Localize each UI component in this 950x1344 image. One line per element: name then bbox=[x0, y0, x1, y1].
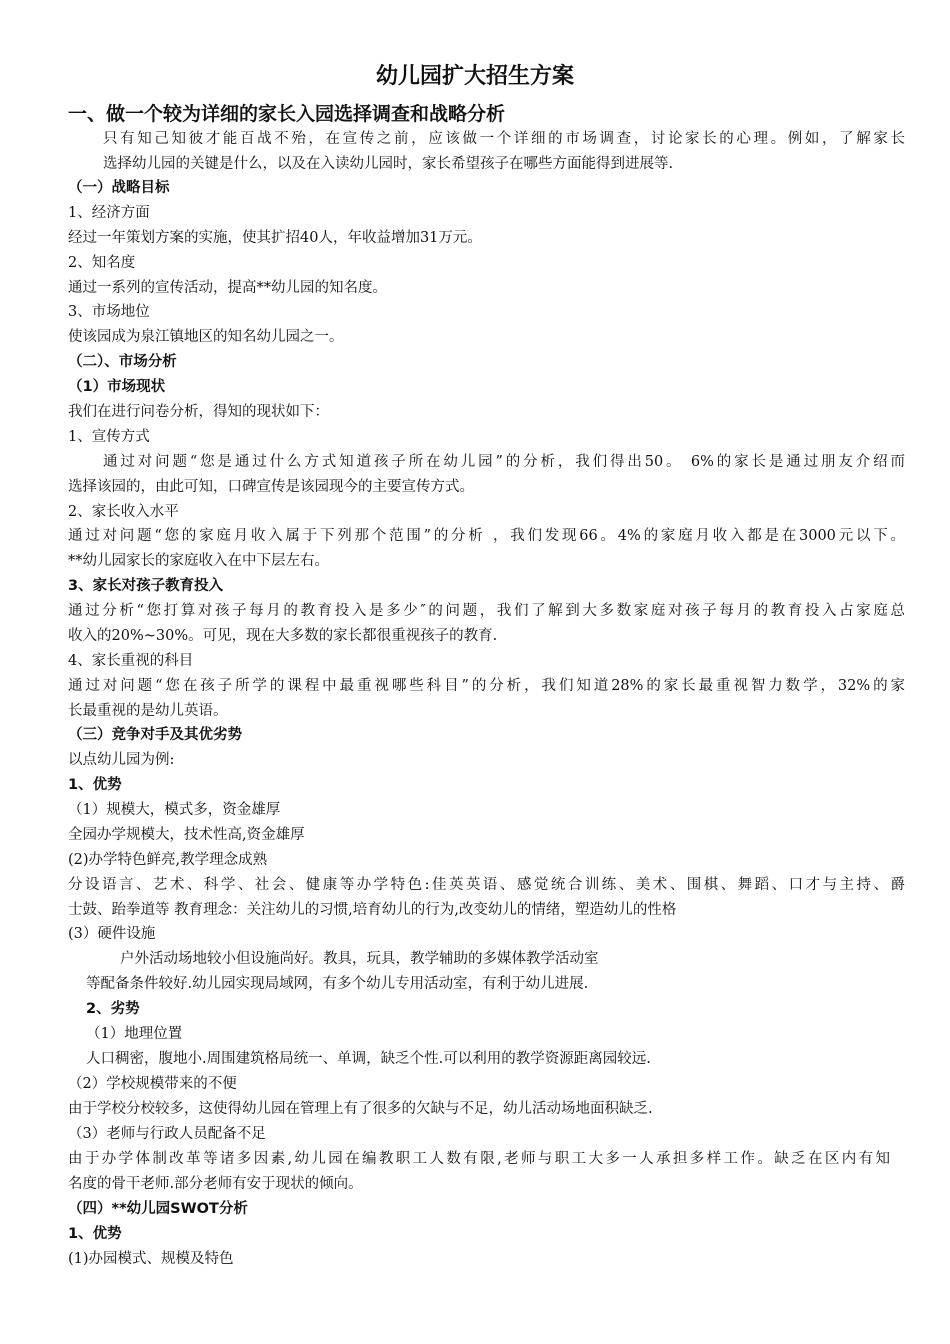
paragraph-line: 经过一年策划方案的实施，使其扩招40人，年收益增加31万元。 bbox=[68, 230, 482, 246]
item-heading: （1）规模大，模式多，资金雄厚 bbox=[68, 802, 281, 818]
item-heading: （3）老师与行政人员配备不足 bbox=[68, 1126, 266, 1142]
paragraph-line: 分设语言、艺术、科学、社会、健康等办学特色:佳英英语、感觉统合训练、美术、围棋、舞蹈、口才与主持、爵 bbox=[68, 877, 905, 893]
paragraph-line: 通过对问题“您是通过什么方式知道孩子所在幼儿园”的分析，我们得出50。 6%的家长是通过朋友介绍而 bbox=[103, 454, 905, 470]
paragraph-line: 通过分析“您打算对孩子每月的教育投入是多少″的问题，我们了解到大多数家庭对孩子每月的教育投入占家庭总 bbox=[68, 603, 905, 619]
document-title: 幼儿园扩大招生方案 bbox=[375, 64, 574, 89]
section-heading: 一、做一个较为详细的家长入园选择调查和战略分析 bbox=[68, 103, 506, 125]
paragraph-line: 士鼓、跆拳道等 教育理念：关注幼儿的习惯,培育幼儿的行为,改变幼儿的情绪，塑造幼儿的性格 bbox=[68, 902, 677, 918]
paragraph-line: 名度的骨干老师.部分老师有安于现状的倾向。 bbox=[68, 1176, 363, 1192]
item-heading: （1）地理位置 bbox=[86, 1026, 183, 1042]
item-heading: 2、知名度 bbox=[68, 255, 136, 271]
paragraph-line: 选择幼儿园的关键是什么，以及在入读幼儿园时，家长希望孩子在哪些方面能得到进展等. bbox=[103, 156, 674, 172]
paragraph-line: 通过对问题“您的家庭月收入属于下列那个范围”的分析 ，我们发现66。4%的家庭月收入都是在3000元以下。 bbox=[68, 528, 905, 544]
subsection-heading: （三）竞争对手及其优劣势 bbox=[68, 727, 242, 743]
item-heading: (3）硬件设施 bbox=[68, 926, 156, 942]
paragraph-line: 通过一系列的宣传活动，提高**幼儿园的知名度。 bbox=[68, 280, 387, 296]
paragraph-line: 户外活动场地较小但设施尚好。教具，玩具，教学辅助的多媒体教学活动室 bbox=[120, 951, 599, 967]
item-heading: 1、优势 bbox=[68, 777, 122, 793]
paragraph-line: 以点幼儿园为例: bbox=[68, 752, 175, 768]
paragraph-line: 长最重视的是幼儿英语。 bbox=[68, 703, 228, 719]
item-heading: (1)办园模式、规模及特色 bbox=[68, 1251, 234, 1267]
subsection-heading: （二）、市场分析 bbox=[68, 354, 177, 370]
subsection-heading: （1）市场现状 bbox=[68, 379, 166, 395]
paragraph-line: 全园办学规模大，技术性高,资金雄厚 bbox=[68, 827, 305, 843]
paragraph-line: 通过对问题“您在孩子所学的课程中最重视哪些科目”的分析，我们知道28%的家长最重视智力数学，32%的家 bbox=[68, 678, 905, 694]
subsection-heading: （一）战略目标 bbox=[68, 180, 170, 196]
item-heading: 3、家长对孩子教育投入 bbox=[68, 578, 224, 594]
paragraph-line: 选择该园的，由此可知，口碑宣传是该园现今的主要宣传方式。 bbox=[68, 479, 474, 495]
paragraph-line: 只有知己知彼才能百战不殆，在宣传之前，应该做一个详细的市场调查，讨论家长的心理。例如，了解家长 bbox=[103, 131, 905, 147]
paragraph-line: **幼儿园家长的家庭收入在中下层左右。 bbox=[68, 553, 329, 569]
item-heading: 1、优势 bbox=[68, 1226, 122, 1242]
item-heading: 2、家长收入水平 bbox=[68, 504, 179, 520]
paragraph-line: 收入的20%~30%。可见，现在大多数的家长都很重视孩子的教育. bbox=[68, 628, 498, 644]
paragraph-line: 由于办学体制改革等诸多因素,幼儿园在编教职工人数有限,老师与职工大多一人承担多样工作。缺乏在区内有知 bbox=[68, 1151, 890, 1167]
paragraph-line: 等配备条件较好.幼儿园实现局域网，有多个幼儿专用活动室，有利于幼儿进展. bbox=[86, 976, 589, 992]
item-heading: 1、宣传方式 bbox=[68, 429, 150, 445]
item-heading: 4、家长重视的科目 bbox=[68, 653, 194, 669]
item-heading: (2)办学特色鲜亮,教学理念成熟 bbox=[68, 852, 268, 868]
paragraph-line: 我们在进行问卷分析，得知的现状如下： bbox=[68, 404, 329, 420]
subsection-heading: （四）**幼儿园SWOT分析 bbox=[68, 1201, 248, 1217]
item-heading: 2、劣势 bbox=[86, 1001, 140, 1017]
item-heading: （2）学校规模带来的不便 bbox=[68, 1076, 237, 1092]
item-heading: 1、经济方面 bbox=[68, 205, 150, 221]
item-heading: 3、市场地位 bbox=[68, 304, 150, 320]
paragraph-line: 使该园成为泉江镇地区的知名幼儿园之一。 bbox=[68, 329, 344, 345]
paragraph-line: 人口稠密，腹地小.周围建筑格局统一、单调，缺乏个性.可以利用的教学资源距离园较远. bbox=[86, 1051, 651, 1067]
paragraph-line: 由于学校分校较多，这使得幼儿园在管理上有了很多的欠缺与不足，幼儿活动场地面积缺乏. bbox=[68, 1101, 653, 1117]
